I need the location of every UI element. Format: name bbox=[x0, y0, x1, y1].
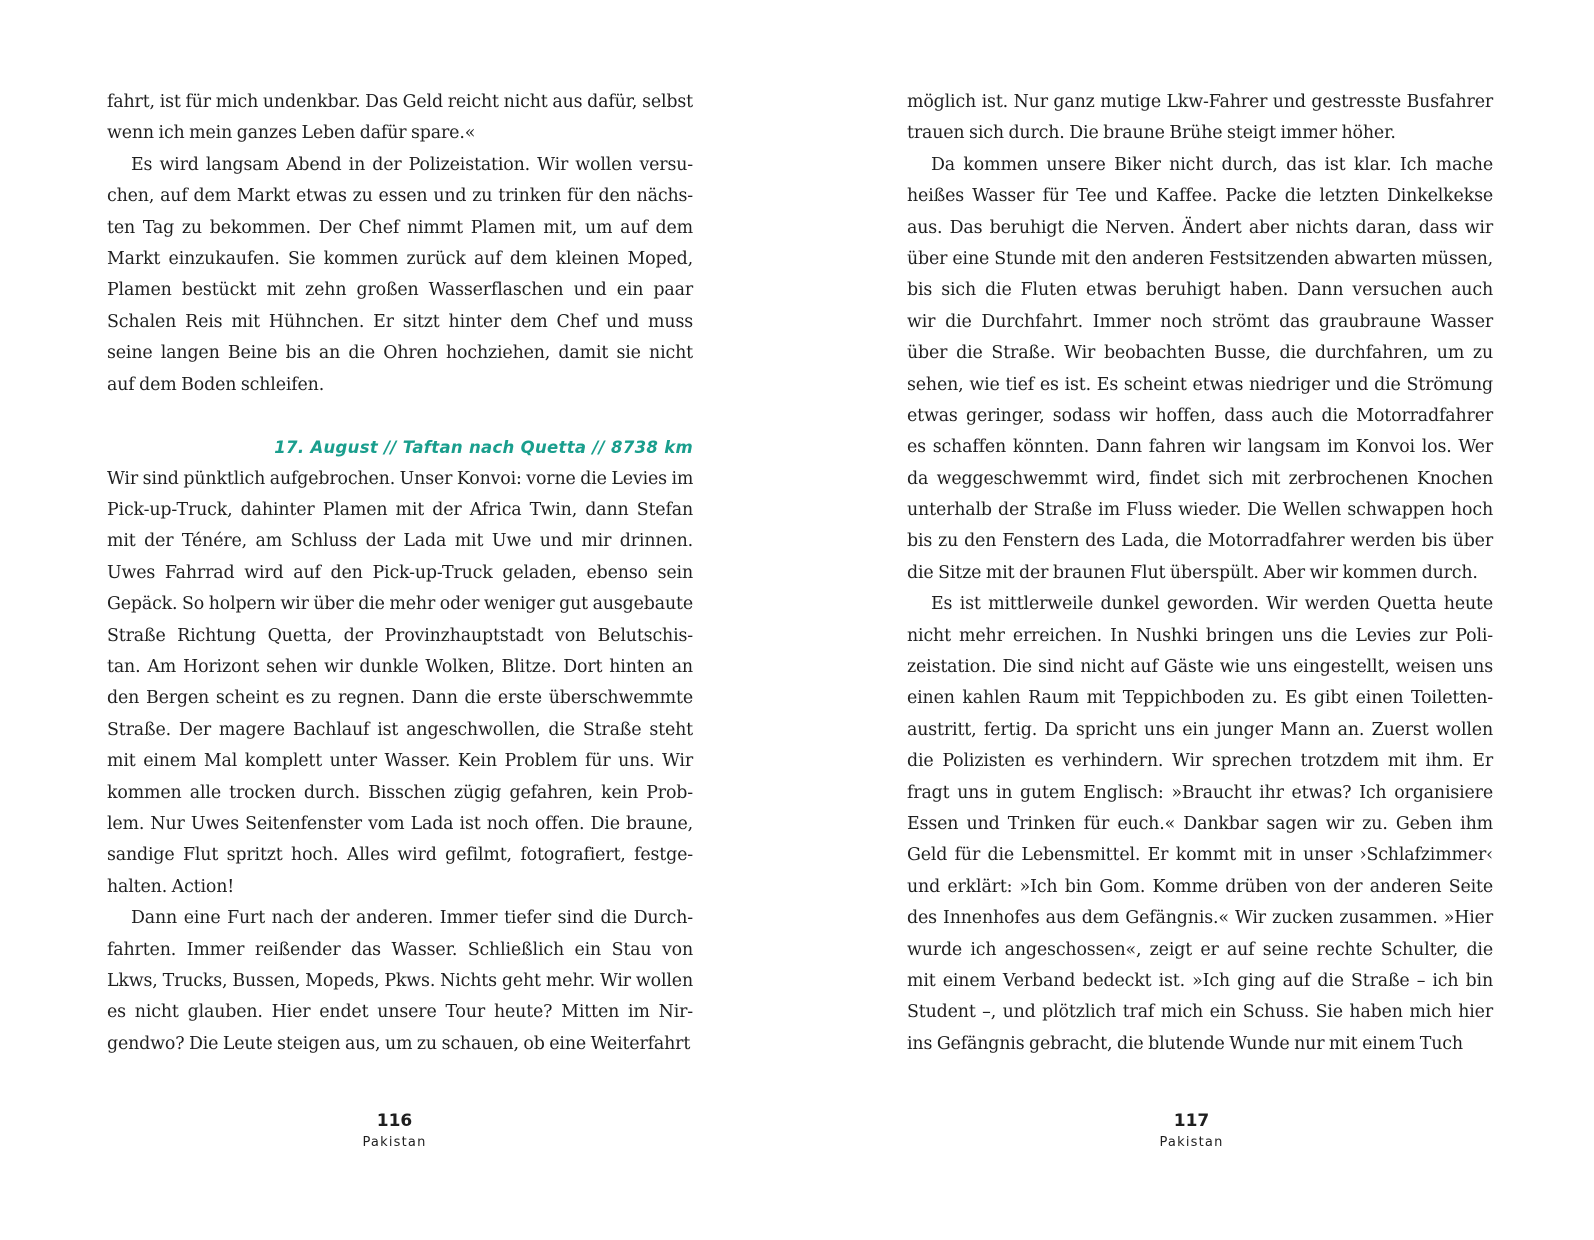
text-line: chen, auf dem Markt etwas zu essen und zu trinken für den nächs- bbox=[107, 186, 693, 207]
text-line: fahrten. Immer reißender das Wasser. Schließlich ein Stau von bbox=[107, 939, 693, 960]
text-line: seine langen Beine bis an die Ohren hochziehen, damit sie nicht bbox=[107, 343, 693, 364]
page-number: 117 bbox=[1173, 1111, 1210, 1131]
text-line: über die Straße. Wir beobachten Busse, die durchfahren, um zu bbox=[907, 343, 1493, 364]
text-line: bis sich die Fluten etwas beruhigt haben. Dann versuchen auch bbox=[907, 280, 1493, 301]
text-line: nicht mehr erreichen. In Nushki bringen uns die Levies zur Poli- bbox=[907, 625, 1493, 646]
text-line: auf dem Boden schleifen. bbox=[107, 374, 325, 395]
text-line: Pick-up-Truck, dahinter Plamen mit der Africa Twin, dann Stefan bbox=[107, 500, 693, 521]
text-line: sehen, wie tief es ist. Es scheint etwas niedriger und die Strömung bbox=[907, 374, 1493, 395]
text-line: unterhalb der Straße im Fluss wieder. Die Wellen schwappen hoch bbox=[907, 500, 1493, 521]
running-title: Pakistan bbox=[362, 1135, 427, 1150]
text-line: Wir sind pünktlich aufgebrochen. Unser Konvoi: vorne die Levies im bbox=[107, 468, 694, 489]
text-line: wurde ich angeschossen«, zeigt er auf seine rechte Schulter, die bbox=[907, 939, 1493, 960]
text-line: mit einem Mal komplett unter Wasser. Kein Problem für uns. Wir bbox=[107, 751, 693, 772]
section-heading: 17. August // Taftan nach Quetta // 8738 km bbox=[274, 438, 693, 458]
text-line: mit einem Verband bedeckt ist. »Ich ging auf die Straße – ich bin bbox=[907, 970, 1493, 991]
text-line: Straße. Der magere Bachlauf ist angeschwollen, die Straße steht bbox=[107, 719, 693, 740]
left-page-footer bbox=[0, 1108, 793, 1152]
text-line: austritt, fertig. Da spricht uns ein junger Mann an. Zuerst wollen bbox=[907, 719, 1493, 740]
text-line: Dann eine Furt nach der anderen. Immer tiefer sind die Durch- bbox=[131, 908, 693, 929]
right-body-text bbox=[907, 87, 1493, 1060]
text-line: heißes Wasser für Tee und Kaffee. Packe die letzten Dinkelkekse bbox=[907, 186, 1493, 207]
text-line: Es ist mittlerweile dunkel geworden. Wir werden Quetta heute bbox=[931, 594, 1493, 615]
text-line: aus. Das beruhigt die Nerven. Ändert aber nichts daran, dass wir bbox=[907, 217, 1493, 238]
page-number: 116 bbox=[376, 1111, 413, 1131]
text-line: Straße Richtung Quetta, der Provinzhauptstadt von Belutschis- bbox=[107, 625, 693, 646]
right-page-footer bbox=[793, 1108, 1590, 1152]
text-line: Es wird langsam Abend in der Polizeistation. Wir wollen versu- bbox=[131, 154, 693, 175]
text-line: und erklärt: »Ich bin Gom. Komme drüben von der anderen Seite bbox=[907, 876, 1493, 897]
text-line: tan. Am Horizont sehen wir dunkle Wolken, Blitze. Dort hinten an bbox=[107, 657, 693, 678]
text-line: es nicht glauben. Hier endet unsere Tour heute? Mitten im Nir- bbox=[107, 1002, 693, 1023]
text-line: sandige Flut spritzt hoch. Alles wird gefilmt, fotografiert, festge- bbox=[107, 845, 693, 866]
text-line: zeistation. Die sind nicht auf Gäste wie uns eingestellt, weisen uns bbox=[907, 657, 1493, 678]
text-line: wir die Durchfahrt. Immer noch strömt das graubraune Wasser bbox=[907, 311, 1493, 332]
text-line: Uwes Fahrrad wird auf den Pick-up-Truck geladen, ebenso sein bbox=[107, 562, 693, 583]
text-line: des Innenhofes aus dem Gefängnis.« Wir zucken zusammen. »Hier bbox=[907, 908, 1493, 929]
text-line: Markt einzukaufen. Sie kommen zurück auf dem kleinen Moped, bbox=[107, 248, 693, 269]
text-line: bis zu den Fenstern des Lada, die Motorradfahrer werden bis über bbox=[907, 531, 1493, 552]
text-line: ten Tag zu bekommen. Der Chef nimmt Plamen mit, um auf dem bbox=[107, 217, 693, 238]
text-line: kommen alle trocken durch. Bisschen zügig gefahren, kein Prob- bbox=[107, 782, 693, 803]
text-line: fahrt, ist für mich undenkbar. Das Geld reicht nicht aus dafür, selbst bbox=[107, 92, 693, 112]
text-line: da weggeschwemmt wird, findet sich mit zerbrochenen Knochen bbox=[907, 468, 1493, 489]
text-line: möglich ist. Nur ganz mutige Lkw-Fahrer und gestresste Busfahrer bbox=[907, 92, 1493, 112]
text-line: den Bergen scheint es zu regnen. Dann die erste überschwemmte bbox=[107, 688, 693, 709]
right-page bbox=[797, 0, 1594, 1240]
running-title: Pakistan bbox=[1159, 1135, 1224, 1150]
text-line: Schalen Reis mit Hühnchen. Er sitzt hinter dem Chef und muss bbox=[107, 311, 693, 332]
text-line: es schaffen könnten. Dann fahren wir langsam im Konvoi los. Wer bbox=[907, 437, 1493, 458]
text-line: trauen sich durch. Die braune Brühe steigt immer höher. bbox=[907, 123, 1396, 144]
text-line: einen kahlen Raum mit Teppichboden zu. Es gibt einen Toiletten- bbox=[907, 688, 1493, 709]
text-line: die Polizisten es verhindern. Wir sprechen trotzdem mit ihm. Er bbox=[907, 751, 1493, 772]
left-body-text bbox=[107, 87, 693, 1060]
text-line: wenn ich mein ganzes Leben dafür spare.« bbox=[107, 123, 476, 144]
text-line: Plamen bestückt mit zehn großen Wasserflaschen und ein paar bbox=[107, 280, 693, 301]
text-line: Essen und Trinken für euch.« Dankbar sagen wir zu. Geben ihm bbox=[907, 813, 1493, 834]
section-spacer bbox=[107, 401, 693, 432]
text-line: ins Gefängnis gebracht, die blutende Wunde nur mit einem Tuch bbox=[907, 1033, 1463, 1054]
text-line: lem. Nur Uwes Seitenfenster vom Lada ist noch offen. Die braune, bbox=[107, 813, 693, 834]
text-line: Geld für die Lebensmittel. Er kommt mit in unser ›Schlafzimmer‹ bbox=[907, 845, 1493, 866]
text-line: mit der Ténére, am Schluss der Lada mit Uwe und mir drinnen. bbox=[107, 531, 693, 552]
text-line: Gepäck. So holpern wir über die mehr oder weniger gut ausgebaute bbox=[107, 594, 693, 615]
text-line: über eine Stunde mit den anderen Festsitzenden abwarten müssen, bbox=[907, 248, 1493, 269]
text-line: halten. Action! bbox=[107, 876, 235, 897]
text-line: gendwo? Die Leute steigen aus, um zu schauen, ob eine Weiterfahrt bbox=[107, 1033, 691, 1054]
text-line: Student –, und plötzlich traf mich ein Schuss. Sie haben mich hier bbox=[907, 1002, 1493, 1023]
text-line: Lkws, Trucks, Bussen, Mopeds, Pkws. Nichts geht mehr. Wir wollen bbox=[107, 970, 693, 991]
text-line: Da kommen unsere Biker nicht durch, das ist klar. Ich mache bbox=[931, 154, 1493, 175]
text-line: die Sitze mit der braunen Flut überspült. Aber wir kommen durch. bbox=[907, 562, 1478, 583]
text-line: fragt uns in gutem Englisch: »Braucht ihr etwas? Ich organisiere bbox=[907, 782, 1493, 803]
text-line: etwas geringer, sodass wir hoffen, dass auch die Motorradfahrer bbox=[907, 405, 1493, 426]
